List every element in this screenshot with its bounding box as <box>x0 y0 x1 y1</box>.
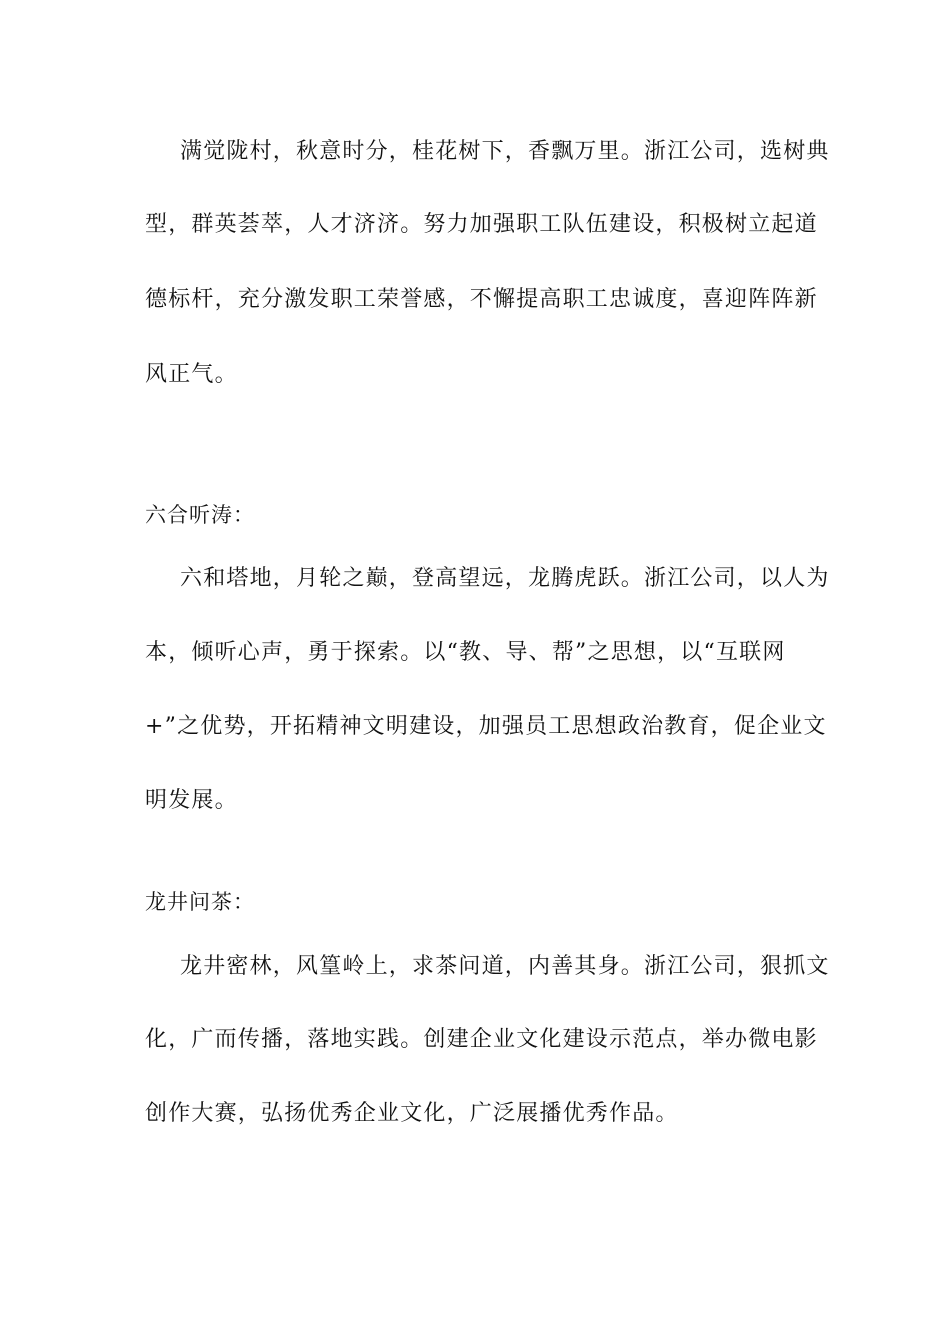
paragraph-line: 创作大赛，弘扬优秀企业文化，广泛展播优秀作品。 <box>145 1101 679 1126</box>
paragraph-line: 型，群英荟萃，人才济济。努力加强职工队伍建设，积极树立起道 <box>145 212 818 237</box>
section-heading-longjing: 龙井问茶： <box>145 890 255 914</box>
paragraph-line: 本，倾听心声，勇于探索。以“教、导、帮”之思想，以“互联网 <box>145 640 786 665</box>
paragraph-line: 龙井密林，风篁岭上，求茶问道，内善其身。浙江公司，狠抓文 <box>180 954 830 979</box>
paragraph-line: 化，广而传播，落地实践。创建企业文化建设示范点，举办微电影 <box>145 1027 818 1052</box>
paragraph-line: +”之优势，开拓精神文明建设，加强员工思想政治教育，促企业文 <box>145 714 827 739</box>
paragraph-line: 明发展。 <box>145 788 238 813</box>
paragraph-line: 满觉陇村，秋意时分，桂花树下，香飘万里。浙江公司，选树典 <box>180 139 830 164</box>
paragraph-line: 风正气。 <box>145 362 238 387</box>
paragraph-line: 六和塔地，月轮之巅，登高望远，龙腾虎跃。浙江公司，以人为 <box>180 566 830 591</box>
paragraph-line: 德标杆，充分激发职工荣誉感，不懈提高职工忠诚度，喜迎阵阵新 <box>145 287 818 312</box>
section-heading-liuhe: 六合听涛： <box>145 503 255 527</box>
